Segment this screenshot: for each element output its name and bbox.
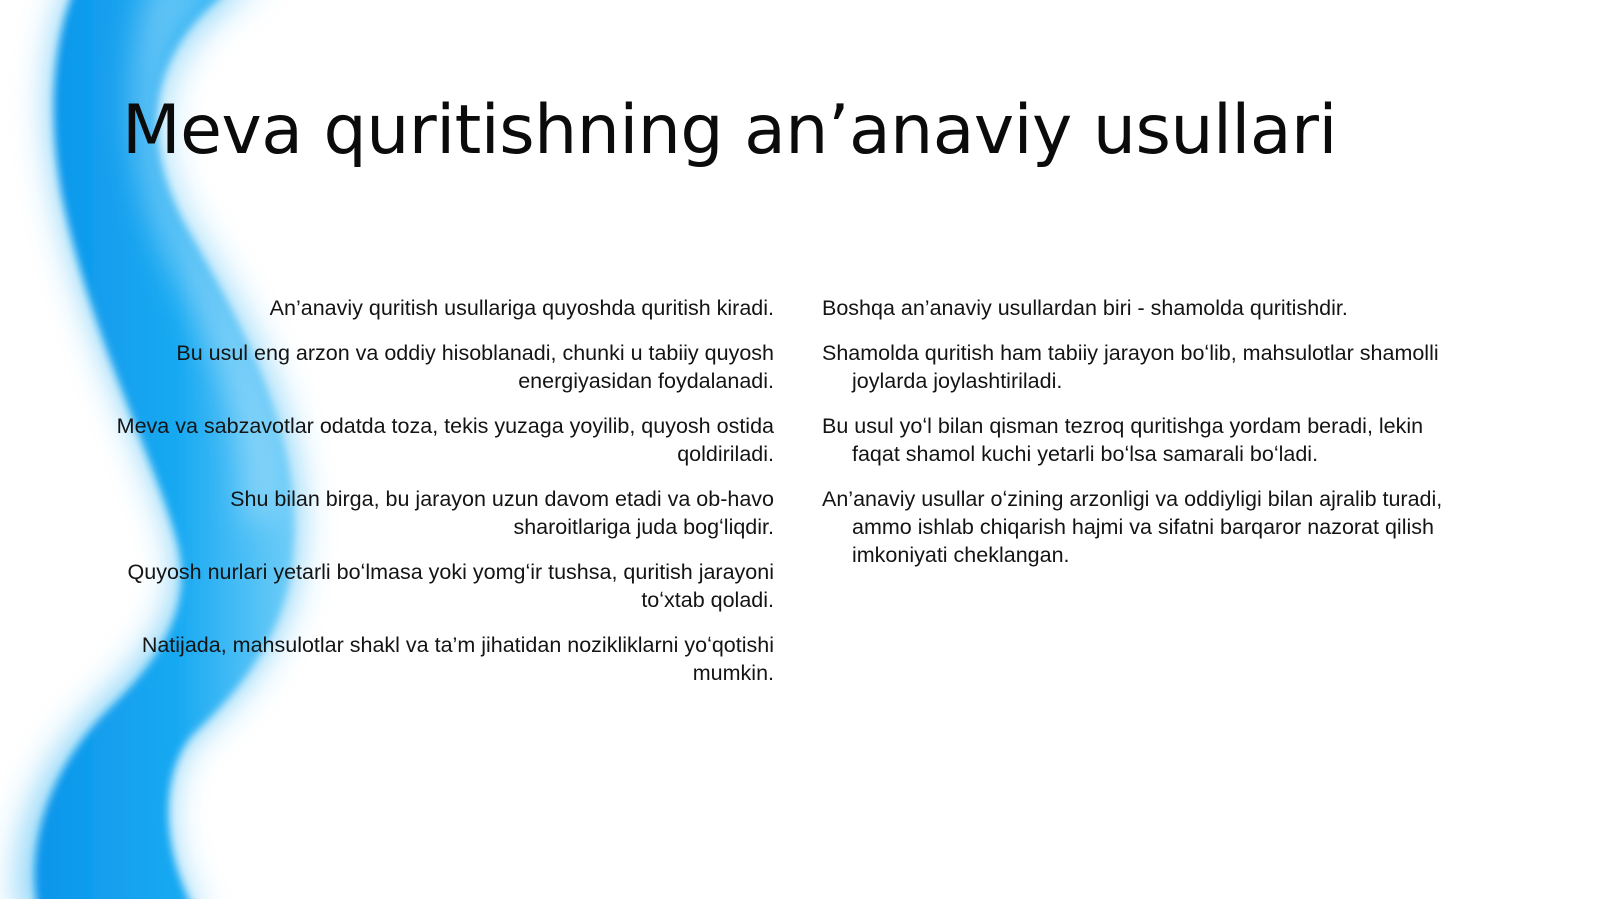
- slide-title: Meva quritishning an’anaviy usullari: [122, 91, 1337, 170]
- list-item: Shu bilan birga, bu jarayon uzun davom etadi va ob-havo sharoitlariga juda bogʻliqdir.: [230, 487, 774, 539]
- list-item: Natijada, mahsulotlar shakl va ta’m jihatidan nozikliklarni yoʻqotishi mumkin.: [141, 633, 774, 685]
- list-item: An’anaviy quritish usullariga quyoshda quritish kiradi.: [269, 296, 774, 320]
- list-item: Shamolda quritish ham tabiiy jarayon boʻlib, mahsulotlar shamolli joylarda joylashtiriladi.: [822, 341, 1439, 393]
- list-item: Meva va sabzavotlar odatda toza, tekis yuzaga yoyilib, quyosh ostida qoldiriladi.: [116, 414, 774, 466]
- list-item: Bu usul eng arzon va oddiy hisoblanadi, chunki u tabiiy quyosh energiyasidan foydalanadi.: [176, 341, 774, 393]
- list-item: An’anaviy usullar oʻzining arzonligi va oddiyligi bilan ajralib turadi, ammo ishlab chiqarish hajmi va sifatni barqaror nazorat qilish imkoniyati cheklangan.: [822, 487, 1443, 567]
- list-item: Boshqa an’anaviy usullardan biri - shamolda quritishdir.: [822, 296, 1348, 320]
- left-bullet-column: [110, 294, 774, 704]
- list-item: Bu usul yoʻl bilan qisman tezroq quritishga yordam beradi, lekin faqat shamol kuchi yetarli boʻlsa samarali boʻladi.: [822, 414, 1424, 466]
- right-bullet-column: [822, 294, 1462, 586]
- list-item: Quyosh nurlari yetarli boʻlmasa yoki yomgʻir tushsa, quritish jarayoni toʻxtab qoladi.: [127, 560, 774, 612]
